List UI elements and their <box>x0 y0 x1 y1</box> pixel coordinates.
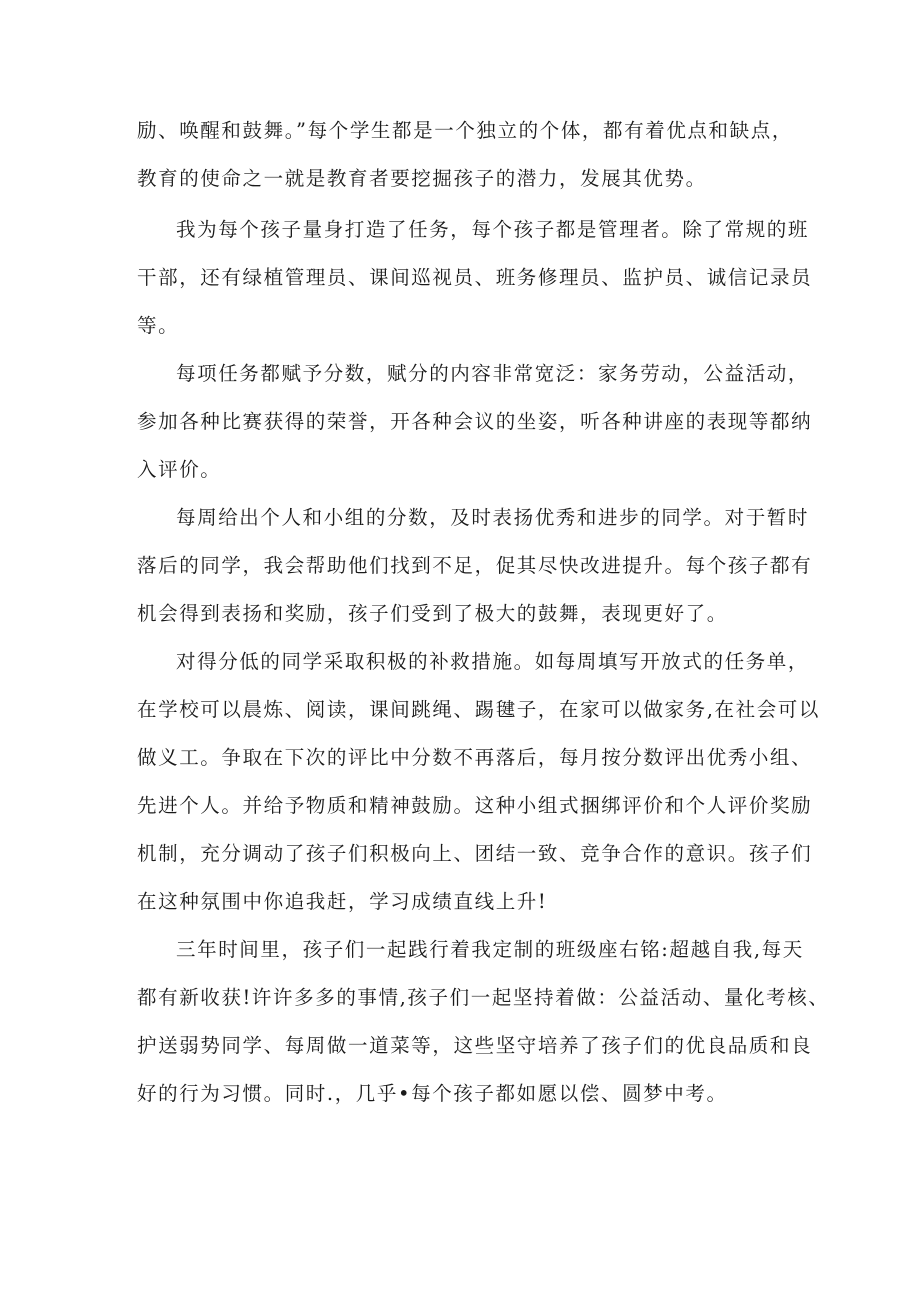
text-line: 教育的使命之一就是教育者要挖掘孩子的潜力，发展其优势。 <box>137 167 707 190</box>
text-line: 在学校可以晨炼、阅读，课间跳绳、踢毽子，在家可以做家务,在社会可以 <box>137 698 820 721</box>
text-line: 护送弱势同学、每周做一道菜等，这些坚守培养了孩子们的优良品质和良 <box>137 1034 813 1057</box>
text-line: 入评价。 <box>137 458 222 481</box>
text-line: 机制，充分调动了孩子们积极向上、团结一致、竞争合作的意识。孩子们 <box>137 842 813 865</box>
text-line: 励、唤醒和鼓舞。”每个学生都是一个独立的个体，都有着优点和缺点， <box>137 119 793 142</box>
text-line: 机会得到表扬和奖励，孩子们受到了极大的鼓舞，表现更好了。 <box>137 602 728 625</box>
text-line: 落后的同学，我会帮助他们找到不足，促其尽快改进提升。每个孩子都有 <box>137 554 813 577</box>
text-line: 做义工。争取在下次的评比中分数不再落后，每月按分数评出优秀小组、 <box>137 746 813 769</box>
text-line: 先进个人。并给予物质和精神鼓励。这种小组式捆绑评价和个人评价奖励 <box>137 794 813 817</box>
text-line: 等。 <box>137 314 180 337</box>
paragraph-first-line: 我为每个孩子量身打造了任务，每个孩子都是管理者。除了常规的班 <box>176 218 810 241</box>
text-line: 都有新收获!许许多多的事情,孩子们一起坚持着做：公益活动、量化考核、 <box>137 986 830 1009</box>
paragraph-first-line: 每周给出个人和小组的分数，及时表扬优秀和进步的同学。对于暂时 <box>176 506 810 529</box>
paragraph-first-line: 对得分低的同学采取积极的补救措施。如每周填写开放式的任务单， <box>176 650 810 673</box>
paragraph-first-line: 每项任务都赋予分数，赋分的内容非常宽泛：家务劳动，公益活动， <box>176 362 810 385</box>
paragraph-first-line: 三年时间里，孩子们一起践行着我定制的班级座右铭:超越自我,每天 <box>176 938 804 961</box>
text-line: 好的行为习惯。同时.，几乎•每个孩子都如愿以偿、圆梦中考。 <box>137 1082 728 1105</box>
text-line: 参加各种比赛获得的荣誉，开各种会议的坐姿，听各种讲座的表现等都纳 <box>137 410 813 433</box>
text-line: 在这种氛围中你追我赶，学习成绩直线上升! <box>137 890 548 913</box>
text-line: 干部，还有绿植管理员、课间巡视员、班务修理员、监护员、诚信记录员 <box>137 266 813 289</box>
